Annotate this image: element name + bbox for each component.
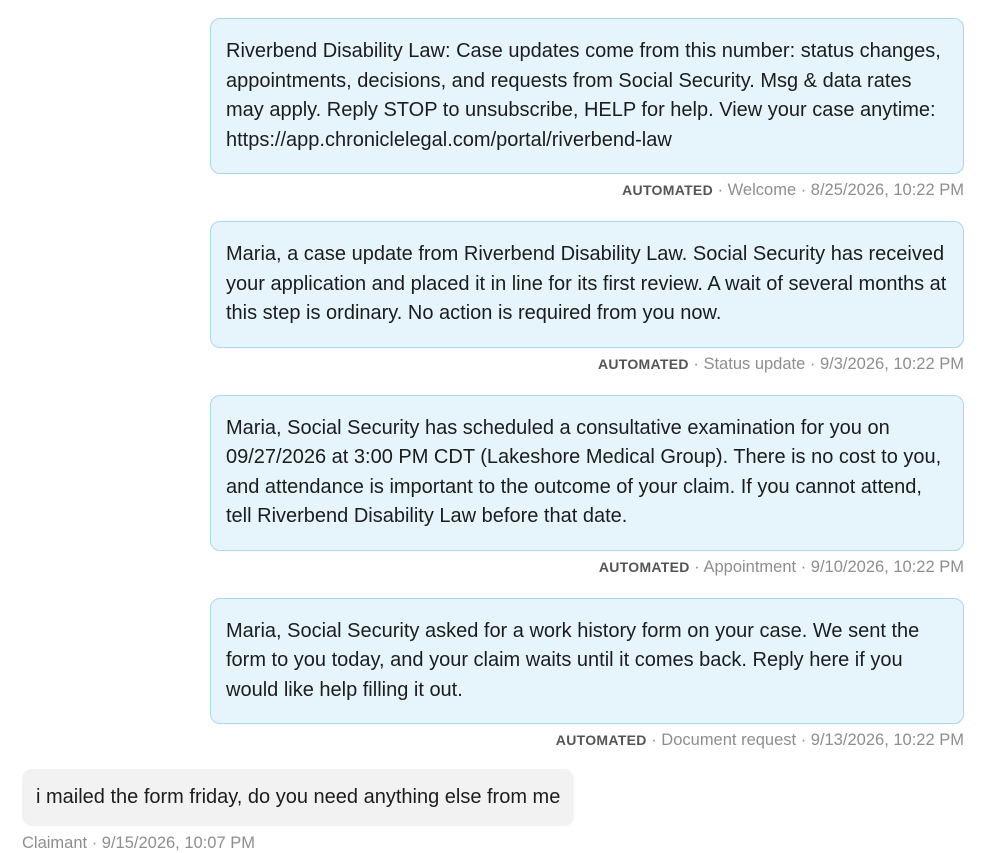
message-bubble[interactable]: Maria, Social Security has scheduled a consultative examination for you on 09/27/2026 at 3:00 PM CDT (Lakeshore Medical Group). There is no cost to you, and attendance is important to the outcome of your claim. If you cannot attend, tell Riverbend Disability Law before that date. — [210, 395, 964, 551]
outgoing-message — [22, 395, 964, 577]
message-category: Status update — [703, 354, 806, 373]
message-category: Appointment — [703, 557, 797, 576]
message-timestamp: 9/13/2026, 10:22 PM — [810, 731, 964, 749]
meta-separator: · — [87, 834, 102, 852]
outgoing-message — [22, 221, 964, 374]
message-bubble[interactable]: i mailed the form friday, do you need anything else from me — [22, 769, 574, 826]
message-timestamp: 9/15/2026, 10:07 PM — [101, 834, 255, 852]
outgoing-message — [22, 598, 964, 751]
meta-separator: · — [689, 557, 704, 576]
meta-separator: · — [796, 731, 811, 749]
spacer — [22, 577, 964, 598]
message-category: Welcome — [727, 181, 797, 199]
sender-name: Claimant — [22, 834, 88, 852]
spacer — [22, 750, 964, 769]
meta-separator: · — [796, 557, 811, 576]
message-timestamp: 9/10/2026, 10:22 PM — [810, 557, 964, 576]
automated-badge: AUTOMATED — [598, 558, 690, 575]
automated-badge: AUTOMATED — [622, 182, 713, 198]
message-category: Document request — [661, 731, 797, 749]
spacer — [22, 200, 964, 221]
meta-separator: · — [805, 354, 820, 373]
automated-badge: AUTOMATED — [597, 355, 689, 372]
outgoing-message — [22, 18, 964, 200]
meta-separator: · — [796, 181, 811, 199]
meta-separator: · — [646, 731, 662, 749]
message-meta — [622, 180, 964, 200]
message-meta — [598, 354, 964, 374]
message-meta — [22, 833, 255, 853]
message-timestamp: 8/25/2026, 10:22 PM — [810, 181, 964, 199]
spacer — [22, 374, 964, 395]
message-bubble[interactable]: Maria, a case update from Riverbend Disability Law. Social Security has received your application and placed it in line for its first review. A wait of several months at this step is ordinary. No action is required from you now. — [210, 221, 964, 348]
meta-separator: · — [712, 181, 728, 199]
message-timestamp: 9/3/2026, 10:22 PM — [819, 354, 964, 373]
message-meta — [599, 557, 964, 577]
message-bubble[interactable]: Riverbend Disability Law: Case updates come from this number: status changes, appointments, decisions, and requests from Social Security. Msg & data rates may apply. Reply STOP to unsubscribe, HELP for help. View your case anytime: https://app.chroniclelegal.com/portal/riverbend-law — [210, 18, 964, 174]
meta-separator: · — [688, 354, 704, 373]
message-meta — [556, 730, 964, 750]
incoming-message — [22, 769, 964, 853]
message-bubble[interactable]: Maria, Social Security asked for a work history form on your case. We sent the form to you today, and your claim waits until it comes back. Reply here if you would like help filling it out. — [210, 598, 964, 725]
automated-badge: AUTOMATED — [555, 732, 647, 748]
